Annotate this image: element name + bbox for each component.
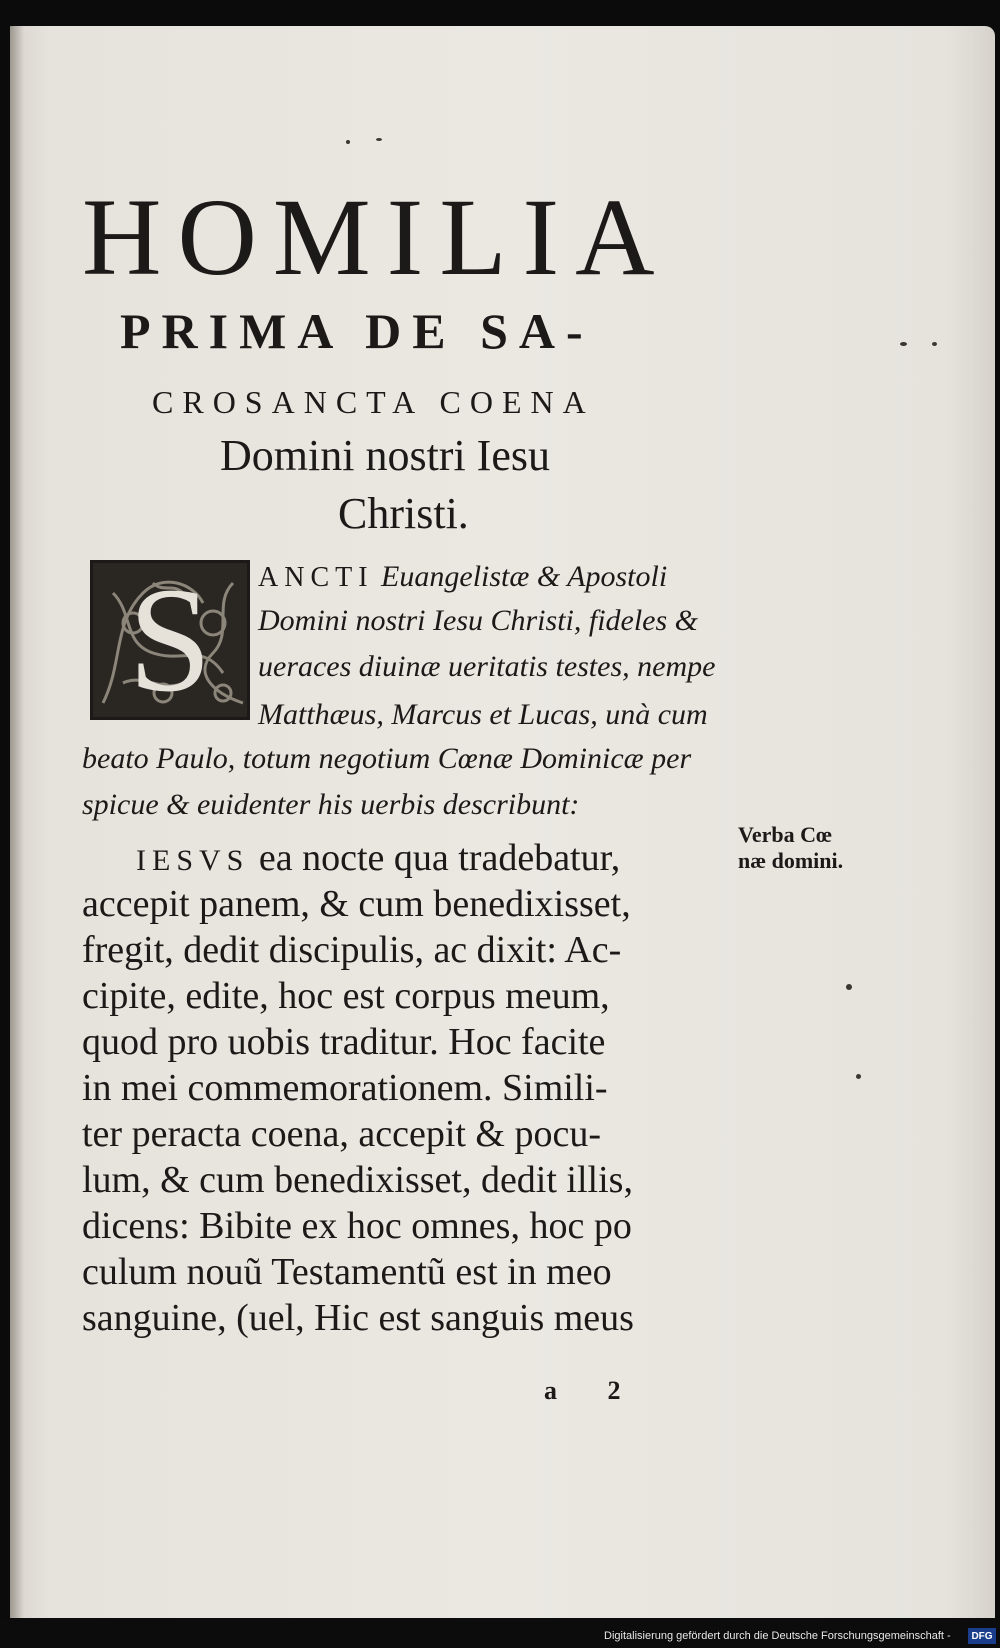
signature-mark: a 2 <box>544 1376 643 1405</box>
ink-speck <box>856 1074 861 1079</box>
ink-speck <box>376 138 382 141</box>
body-first-caps: IESVS <box>136 844 250 877</box>
ink-speck <box>346 140 350 144</box>
body-line-first <box>136 836 736 880</box>
decorated-initial <box>90 560 250 720</box>
initial-letter: S <box>128 560 212 720</box>
ink-speck <box>932 342 937 346</box>
page-title: HOMILIA <box>82 176 671 298</box>
body-line: culum nouũ Testamentũ est in meo <box>82 1251 612 1293</box>
margin-note-line-1: Verba Cœ <box>738 822 832 847</box>
subtitle-line-4: Christi. <box>338 489 469 538</box>
margin-note-line-2: næ domini. <box>738 848 844 873</box>
body-line: sanguine, (uel, Hic est sanguis meus <box>82 1297 634 1339</box>
body-line: lum, & cum benedixisset, dedit illis, <box>82 1159 633 1201</box>
subtitle-line-3: Domini nostri Iesu <box>220 431 550 480</box>
digitization-credit: Digitalisierung gefördert durch die Deutsche Forschungsgemeinschaft - <box>604 1630 951 1642</box>
intro-line-3: ueraces diuinæ ueritatis testes, nempe <box>258 650 716 683</box>
ink-speck <box>900 342 907 346</box>
intro-caps: ANCTI <box>258 562 374 593</box>
body-line: cipite, edite, hoc est corpus meum, <box>82 975 610 1017</box>
body-line: dicens: Bibite ex hoc omnes, hoc po <box>82 1205 632 1247</box>
subtitle-line-1: PRIMA DE SA- <box>120 303 594 359</box>
body-line: fregit, dedit discipulis, ac dixit: Ac- <box>82 929 622 971</box>
body-line: ter peracta coena, accepit & pocu- <box>82 1113 602 1155</box>
intro-line-6: spicue & euidenter his uerbis describunt: <box>82 788 580 821</box>
body-first-rest: ea nocte qua tradebatur, <box>258 837 621 879</box>
intro-line-text: Euangelistæ & Apostoli <box>381 560 668 593</box>
intro-line-4: Matthæus, Marcus et Lucas, unà cum <box>258 698 708 731</box>
binding-shadow <box>10 26 24 1618</box>
dfg-logo-icon: DFG <box>968 1628 996 1644</box>
intro-line-5: beato Paulo, totum negotium Cœnæ Dominicæ per <box>82 742 692 775</box>
body-line: accepit panem, & cum benedixisset, <box>82 883 631 925</box>
subtitle-line-2: CROSANCTA COENA <box>152 384 595 420</box>
body-line: in mei commemorationem. Simili- <box>82 1067 608 1109</box>
intro-line-2: Domini nostri Iesu Christi, fideles & <box>258 604 699 637</box>
margin-note <box>738 822 868 874</box>
ink-speck <box>846 984 852 990</box>
intro-line-1 <box>258 560 728 594</box>
body-line: quod pro uobis traditur. Hoc facite <box>82 1021 606 1063</box>
